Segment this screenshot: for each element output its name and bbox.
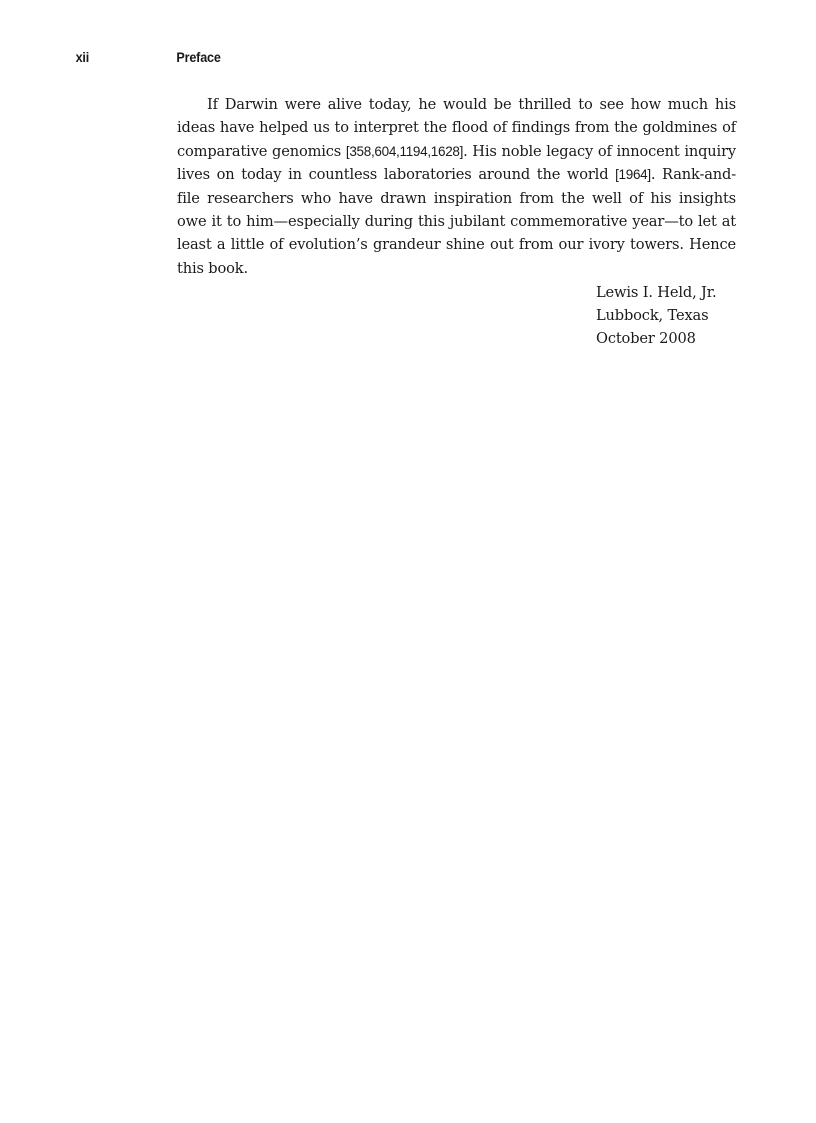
running-head (0, 49, 734, 69)
citation-2: [1964] (615, 167, 651, 183)
signature-date: October 2008 (596, 330, 696, 348)
author-location: Lubbock, Texas (596, 307, 709, 325)
paragraph-text-2: . His noble legacy of innocent inquiry lives on today in countless laboratories around the world (177, 142, 736, 184)
page-number: xii (75, 49, 90, 65)
section-title: Preface (176, 49, 221, 65)
paragraph-text-3: . Rank-and-file researchers who have drawn inspiration from the well of his insights owe it to him—especially during this jubilant commemorative year—to let at least a little of evolution’s grandeur shine out from our ivory towers. Hence this book. (177, 166, 736, 277)
preface-paragraph (177, 93, 736, 280)
paragraph-text-1: If Darwin were alive today, he would be thrilled to see how much his ideas have helped us to interpret the flood of findings from the goldmines of comparative genomics (177, 96, 736, 160)
author-name: Lewis I. Held, Jr. (596, 284, 717, 301)
citation-1: [358,604,1194,1628] (345, 143, 464, 159)
signature-block (596, 281, 716, 351)
